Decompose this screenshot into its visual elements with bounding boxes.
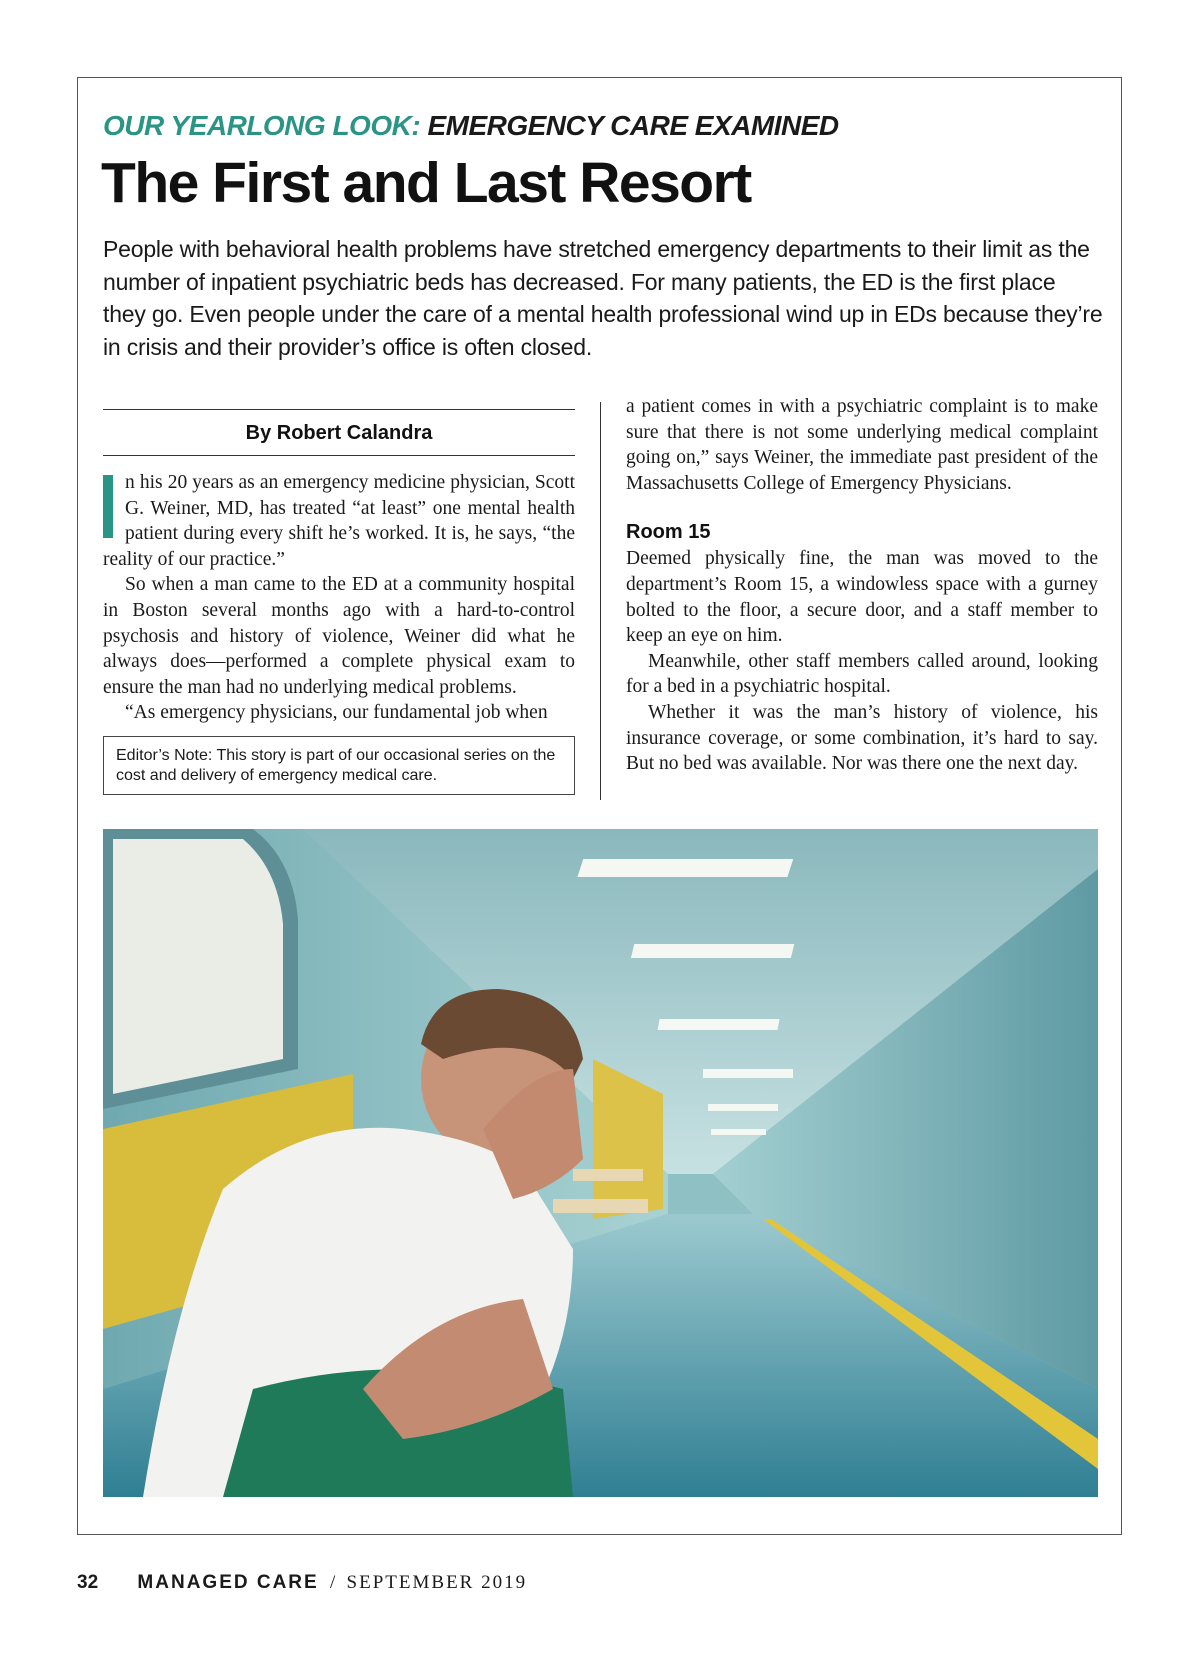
right-body-section (626, 546, 1098, 776)
section-subhead: Room 15 (626, 521, 711, 544)
publication-name: MANAGED CARE (137, 1572, 319, 1593)
kicker-series: OUR YEARLONG LOOK: (103, 110, 421, 141)
body-paragraph: Deemed physically fine, the man was moved to the department’s Room 15, a windowless space with a gurney bolted to the floor, a secure door, and a staff member to keep an eye on him. (626, 548, 1098, 647)
left-body (103, 470, 575, 726)
series-kicker (103, 110, 1053, 142)
right-body (626, 394, 1098, 496)
continuation-paragraph: a patient comes in with a psychiatric complaint is to make sure that there is not some underlying medical complaint going on,” says Weiner, the immediate past president of the Massachusetts College of Emergency Physicians. (626, 396, 1098, 494)
lead-paragraph-text: n his 20 years as an emergency medicine physician, Scott G. Weiner, MD, has treated “at least” one mental health patient during every shift he’s worked. It is, he says, “the reality of our practice.” (103, 472, 575, 570)
lead-paragraph (103, 470, 575, 572)
body-paragraph: “As emergency physicians, our fundamental job when (125, 702, 548, 724)
editors-note: Editor’s Note: This story is part of our occasional series on the cost and delivery of emergency medical care. (103, 736, 575, 795)
right-column (626, 394, 1098, 777)
article-title: The First and Last Resort (101, 151, 751, 215)
hospital-corridor-photo (103, 829, 1098, 1497)
page-footer (77, 1572, 677, 1594)
byline-bottom-rule (103, 455, 575, 456)
body-paragraph: Meanwhile, other staff members called around, looking for a bed in a psychiatric hospital. (626, 650, 1098, 698)
issue-date: SEPTEMBER 2019 (346, 1572, 528, 1593)
left-column (103, 409, 575, 795)
column-divider (600, 402, 601, 800)
footer-separator: / (329, 1572, 336, 1593)
photo-illustration (103, 829, 1098, 1497)
kicker-topic: EMERGENCY CARE EXAMINED (427, 110, 839, 141)
drop-cap-bar (103, 475, 113, 538)
body-paragraph: Whether it was the man’s history of violence, his insurance coverage, or some combination, it’s hard to say. But no bed was available. Nor was there one the next day. (626, 701, 1098, 775)
byline: By Robert Calandra (245, 422, 433, 444)
body-paragraph: So when a man came to the ED at a community hospital in Boston several months ago with a hard-to-control psychosis and history of violence, Weiner did what he always does—performed a complete physical exam to ensure the man had no underlying medical problems. (103, 574, 575, 698)
article-deck: People with behavioral health problems have stretched emergency departments to their limit as the number of inpatient psychiatric beds has decreased. For many patients, the ED is the first place they go. Even people under the care of a mental health professional wind up in EDs because they’re in crisis and their provider’s office is often closed. (103, 236, 1103, 360)
page-number: 32 (77, 1572, 99, 1593)
